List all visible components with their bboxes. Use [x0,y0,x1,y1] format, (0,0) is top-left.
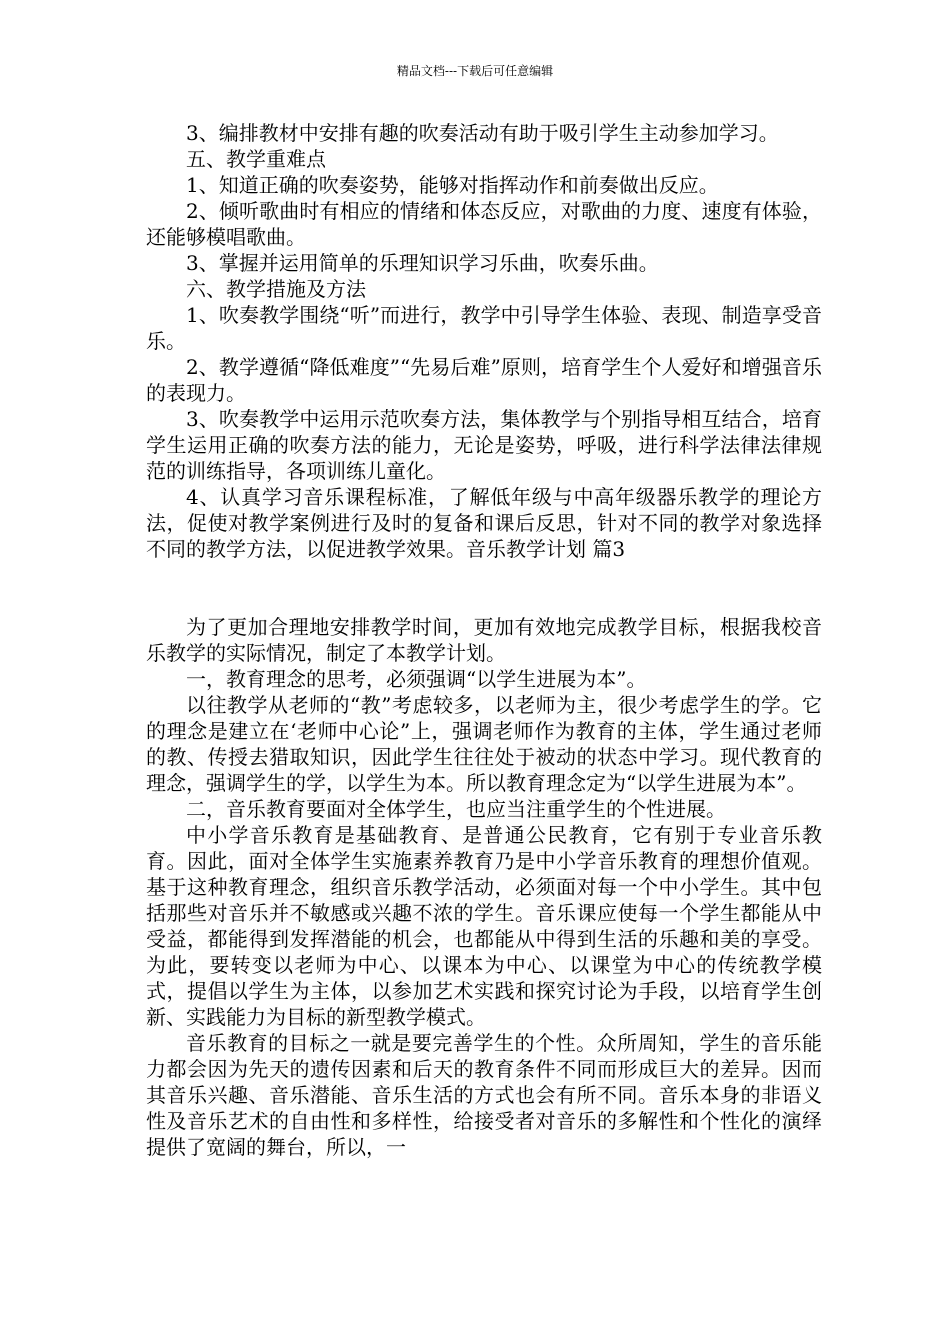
section-gap [146,562,822,614]
paragraph: 音乐教育的目标之一就是要完善学生的个性。众所周知，学生的音乐能力都会因为先天的遗传因素和后天的教育条件不同而形成巨大的差异。因而其音乐兴趣、音乐潜能、音乐生活的方式也会有所不同。音乐本身的非语义性及音乐艺术的自由性和多样性，给接受者对音乐的多解性和个性化的演绎提供了宽阔的舞台，所以，一 [146,1031,822,1159]
paragraph: 1、知道正确的吹奏姿势，能够对指挥动作和前奏做出反应。 [186,173,719,197]
document-body [146,120,822,1160]
paragraph: 3、掌握并运用简单的乐理知识学习乐曲，吹奏乐曲。 [186,251,659,275]
section-heading: 二，音乐教育要面对全体学生，也应当注重学生的个性进展。 [186,797,726,821]
paragraph: 3、编排教材中安排有趣的吹奏活动有助于吸引学生主动参加学习。 [186,121,779,145]
section-heading: 五、教学重难点 [186,147,326,171]
paragraph: 2、倾听歌曲时有相应的情绪和体态反应，对歌曲的力度、速度有体验，还能够模唱歌曲。 [146,199,822,249]
section-heading: 六、教学措施及方法 [186,277,366,301]
paragraph: 以往教学从老师的“教”考虑较多，以老师为主，很少考虑学生的学。它的理念是建立在‘老师中心论”上，强调老师作为教育的主体，学生通过老师的教、传授去猎取知识，因此学生往往处于被动的状态中学习。现代教育的理念，强调学生的学，以学生为本。所以教育理念定为“以学生进展为本”。 [146,693,822,795]
section-heading: 一，教育理念的思考，必须强调“以学生进展为本”。 [186,667,647,691]
paragraph: 中小学音乐教育是基础教育、是普通公民教育，它有别于专业音乐教育。因此，面对全体学生实施素养教育乃是中小学音乐教育的理想价值观。基于这种教育理念，组织音乐教学活动，必须面对每一个中小学生。其中包括那些对音乐并不敏感或兴趣不浓的学生。音乐课应使每一个学生都能从中受益，都能得到发挥潜能的机会，也都能从中得到生活的乐趣和美的享受。为此，要转变以老师为中心、以课本为中心、以课堂为中心的传统教学模式，提倡以学生为主体，以参加艺术实践和探究讨论为手段，以培育学生创新、实践能力为目标的新型教学模式。 [146,823,822,1029]
paragraph: 为了更加合理地安排教学时间，更加有效地完成教学目标，根据我校音乐教学的实际情况，制定了本教学计划。 [146,615,822,665]
paragraph: 4、认真学习音乐课程标准，了解低年级与中高年级器乐教学的理论方法，促使对教学案例进行及时的复备和课后反思，针对不同的教学对象选择不同的教学方法，以促进教学效果。音乐教学计划 篇3 [146,485,822,561]
page-header: 精品文档---下载后可任意编辑 [396,64,554,78]
paragraph: 1、吹奏教学围绕“听”而进行，教学中引导学生体验、表现、制造享受音乐。 [146,303,822,353]
paragraph: 3、吹奏教学中运用示范吹奏方法，集体教学与个别指导相互结合，培育学生运用正确的吹奏方法的能力，无论是姿势，呼吸，进行科学法律法律规范的训练指导，各项训练儿童化。 [146,407,822,483]
paragraph: 2、教学遵循“降低难度”“先易后难”原则，培育学生个人爱好和增强音乐的表现力。 [146,355,822,405]
